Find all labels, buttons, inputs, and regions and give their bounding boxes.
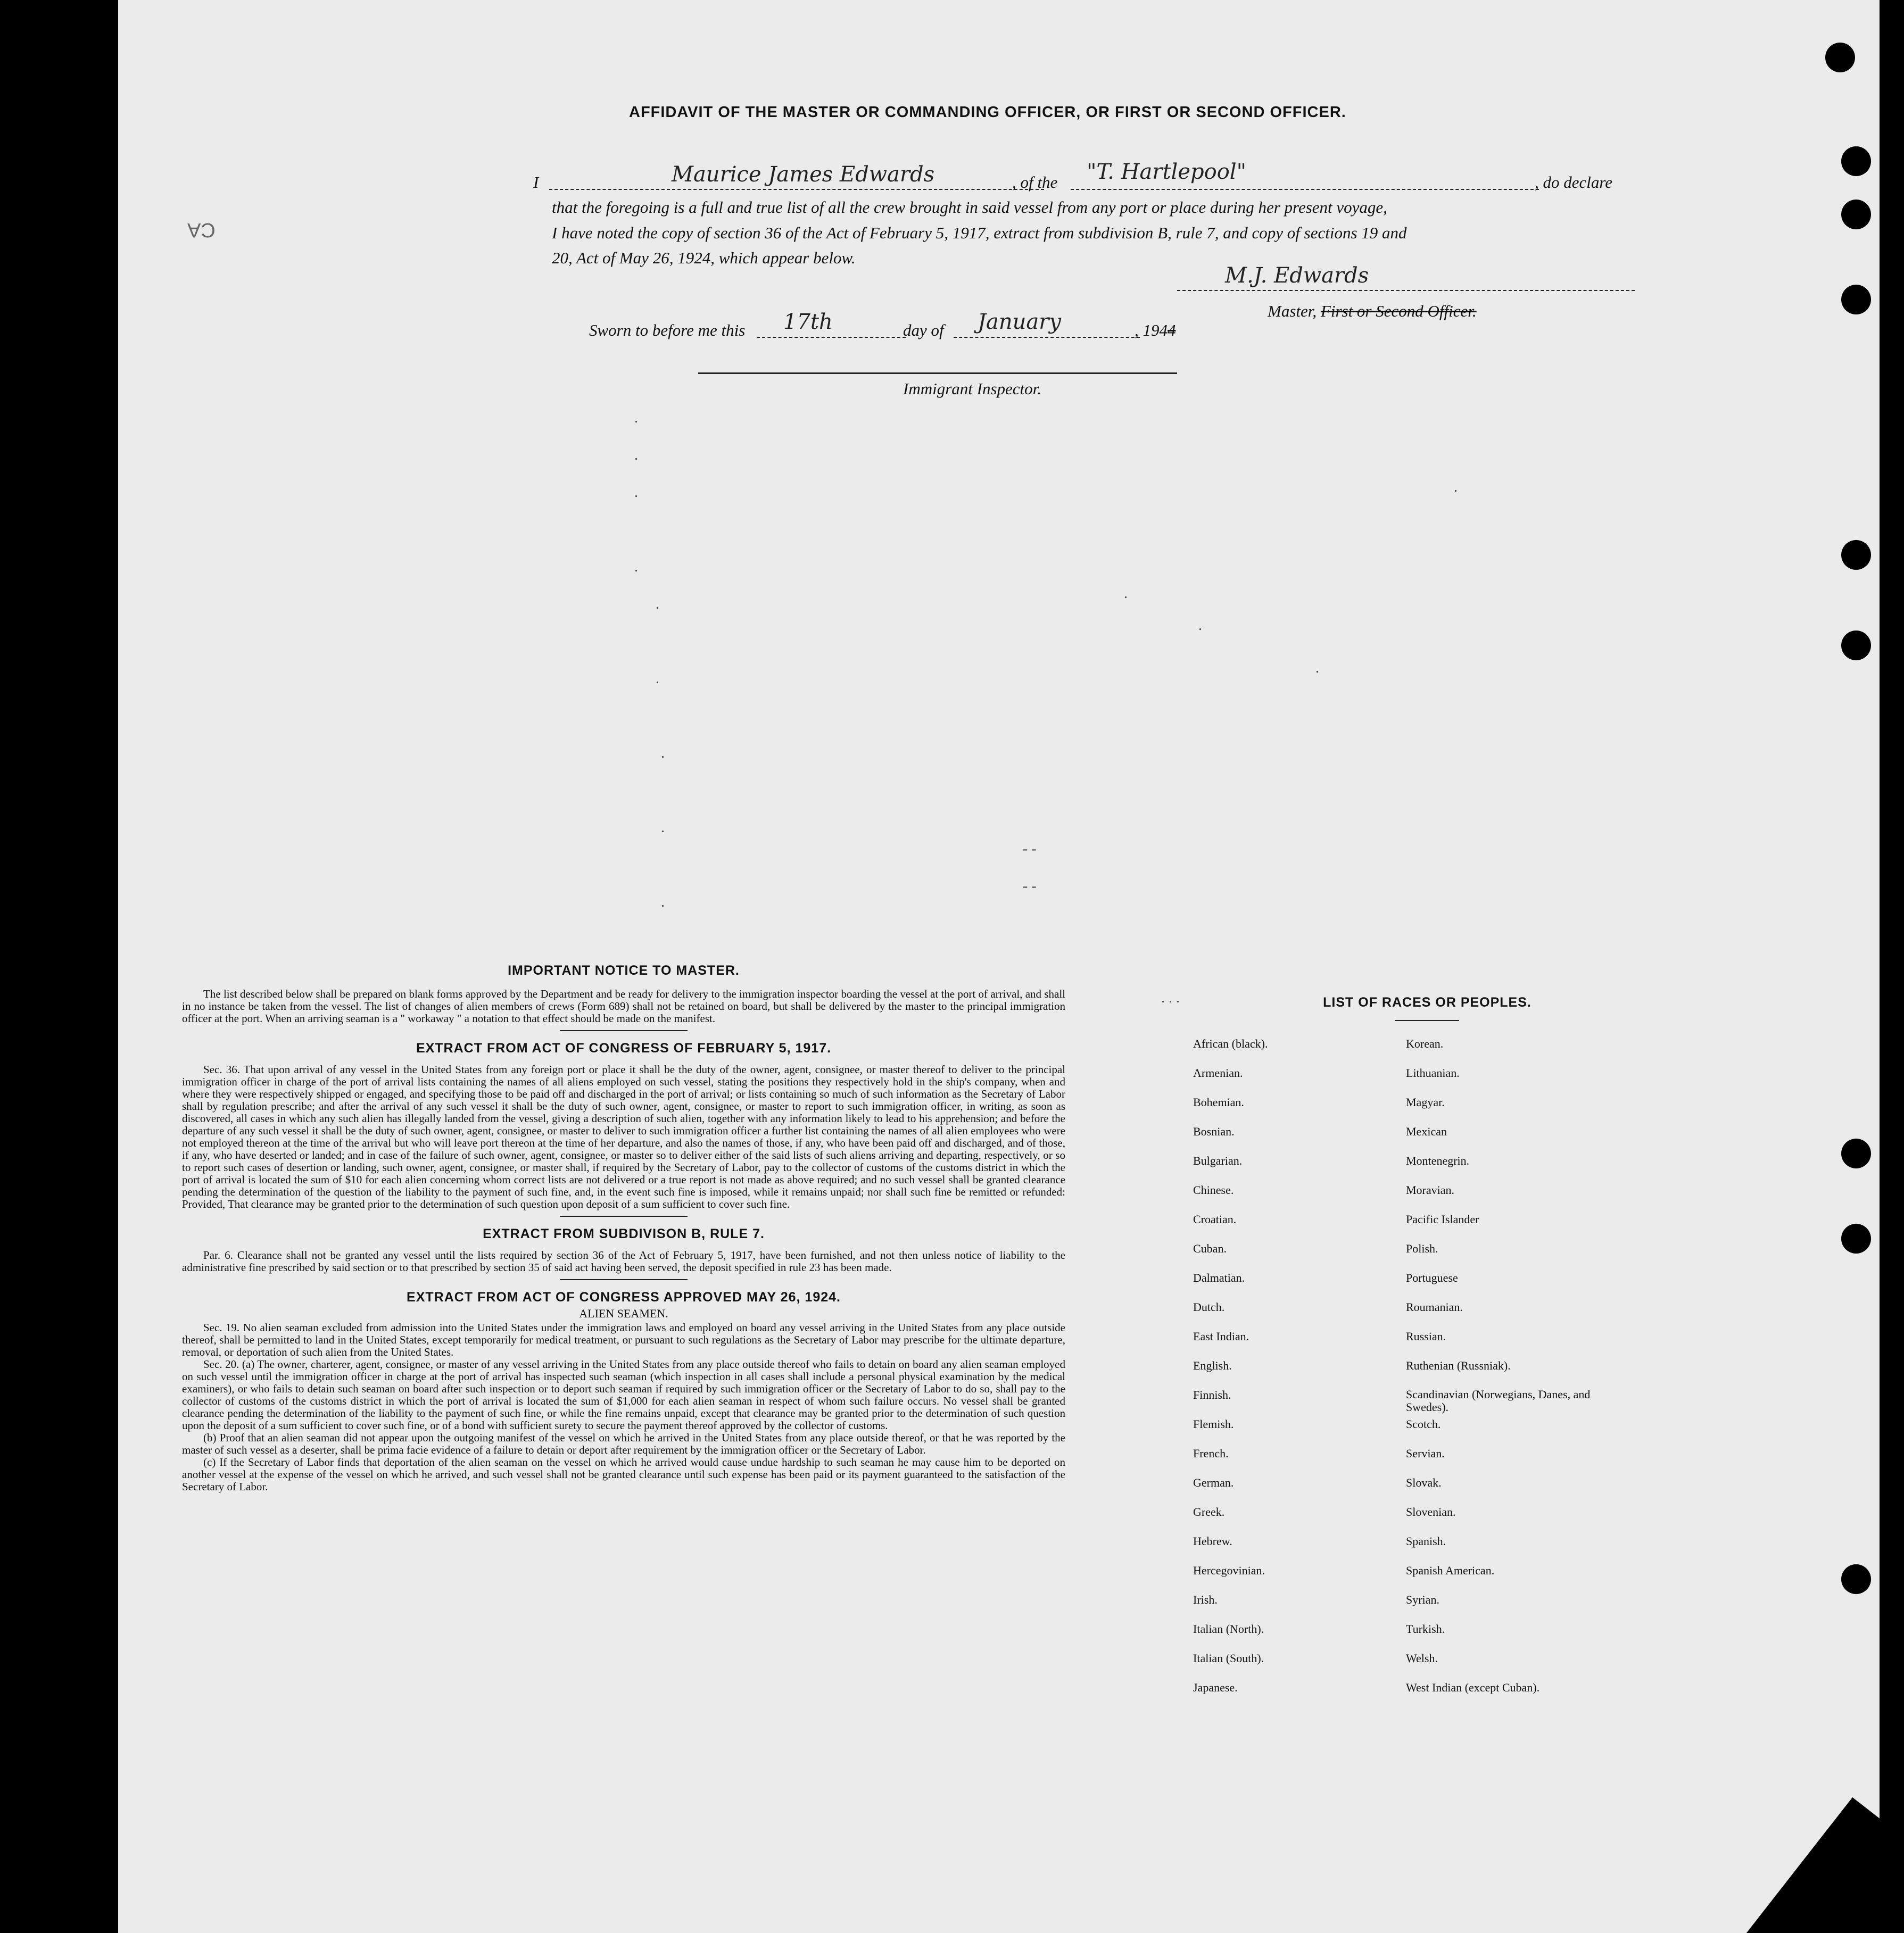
race-item: Scotch.	[1406, 1417, 1441, 1431]
race-item: German.	[1193, 1476, 1234, 1489]
act-1924-subheading: ALIEN SEAMEN.	[579, 1307, 668, 1320]
race-item: Bohemian.	[1193, 1096, 1244, 1109]
signer-role	[1268, 302, 1477, 321]
do-declare-label: , do declare	[1535, 173, 1613, 192]
notice-divider	[560, 1030, 688, 1031]
race-item: Finnish.	[1193, 1388, 1231, 1401]
important-notice	[182, 963, 1065, 1493]
inspector-rule	[698, 372, 1177, 374]
punch-hole	[1841, 285, 1871, 314]
i-label: I	[533, 173, 539, 192]
races-list	[1161, 995, 1693, 1710]
rule-7-heading: EXTRACT FROM SUBDIVISON B, RULE 7.	[483, 1226, 765, 1241]
race-item: Montenegrin.	[1406, 1154, 1470, 1167]
vessel-rule	[1071, 189, 1539, 190]
race-item: Dalmatian.	[1193, 1271, 1245, 1284]
race-item: Hebrew.	[1193, 1534, 1232, 1548]
inspector-label: Immigrant Inspector.	[903, 379, 1042, 398]
act-1917-text: Sec. 36. That upon arrival of any vessel in the United States from any foreign port or place it shall be the duty of the owner, agent, consignee, or master thereof to deliver to the principal immigration officer in charge of the port of arrival lists containing the names of all aliens employed on such vessel, stating the positions they respectively hold in the ship's company, when and where they were respectively shipped or engaged, and specifying those to be paid off and discharged in the port of arrival; or lists containing so much of such information as the Secretary of Labor shall by regulation prescribe; and after the arrival of any such vessel it shall be the duty of such owner, agent, consignee, or master to report to such immigration officer, in writing, as soon as discovered, all cases in which any such alien has illegally landed from the vessel, giving a description of such alien, together with any information likely to lead to his apprehension; and before the departure of any such vessel it shall be the duty of such owner, agent, consignee, or master to deliver to such immigration officer a further list containing the names of all alien employees who were not employed thereon at the time of the arrival but who will leave port thereon at the time of her departure, and also the names of those, if any, who have been paid off and discharged, and of those, if any, who have deserted or landed; and in case of the failure of such owner, agent, consignee, or master so to deliver either of the said lists of such aliens arriving and departing, respectively, or so to report such cases of desertion or landing, such owner, agent, consignee, or master shall, if required by the Secretary of Labor, pay to the collector of customs of the customs district in which the port of arrival is located the sum of $10 for each alien concerning whom correct lists are not delivered or a true report is not made as above required; and no such vessel shall be granted clearance pending the determination of the question of the liability to the payment of such fine, and, in the event such fine is imposed, while it remains unpaid; nor shall such fine be remitted or refunded: Provided, That clearance may be granted prior to the determination of such question upon deposit of a sum sufficient to cover such fine.	[182, 1063, 1065, 1210]
race-item: English.	[1193, 1359, 1232, 1372]
races-divider	[1395, 1020, 1459, 1021]
race-item: Hercegovinian.	[1193, 1564, 1265, 1577]
race-item: Polish.	[1406, 1242, 1438, 1255]
races-column-2	[1406, 1037, 1629, 1710]
race-item: Russian.	[1406, 1330, 1446, 1343]
race-item: Cuban.	[1193, 1242, 1227, 1255]
day-of-label: day of	[903, 321, 944, 339]
name-rule	[549, 189, 1044, 190]
race-item: Chinese.	[1193, 1183, 1234, 1197]
race-item: Scandinavian (Norwegians, Danes, and Swedes).	[1406, 1388, 1591, 1414]
race-item: Mexican	[1406, 1125, 1447, 1138]
race-item: Slovak.	[1406, 1476, 1442, 1489]
race-item: Bulgarian.	[1193, 1154, 1243, 1167]
signer-role-struck: First or Second Officer.	[1320, 302, 1477, 320]
vessel-name: "T. Hartlepool"	[1087, 160, 1246, 184]
torn-corner	[1744, 1797, 1880, 1933]
punch-hole	[1825, 43, 1855, 72]
form-sheet: AFFIDAVIT OF THE MASTER OR COMMANDING OFFICER, OR FIRST OR SECOND OFFICER. I Maurice James Edwards , of the "T. Hartlepool" , do declare that the foregoing is a full and true list of all the crew brought in said vessel from any port or place during her present voyage, I have noted the copy of section 36 of the Act of February 5, 1917, extract from subdivision B, rule 7, and copy of sections 19 and 20, Act of May 26, 1924, which appear below. M.J. Edwards Master, First or Second Officer. Sworn to before me this 17th day of January , 1944 Immigrant Inspector. CA . . . . . . . . . . . . . - - - - . . . IMPORTANT NOTICE TO MASTER. The list described below shall be prepared on blank forms approved by the Department and be ready for delivery to the immigration inspector boarding the vessel at the port of arrival, and shall in no instance be taken from the vessel. The list of changes of alien members of crews (Form 689) shall not be retained on board, but shall be delivered by the master to the principal immigration officer at the port. When an arriving seaman is a " workaway " a notation to that effect should be made on the manifest. EXTRACT FROM ACT OF CONGRESS OF FEBRUARY 5, 1917. Sec. 36. That upon arrival of any vessel in the United States from any foreign port or place it shall be the duty of the owner, agent, consignee, or master thereof to deliver to the principal immigration officer in charge of the port of arrival lists containing the names of all aliens employed on such vessel, stating the positions they respectively hold in the ship's company, when and where they were respectively shipped or engaged, and specifying those to be paid off and discharged in the port of arrival; or lists containing so much of such information as the Secretary of Labor shall by regulation prescribe; and after the arrival of any such vessel it shall be the duty of such owner, agent, consignee, or master to report to such immigration officer, in writing, as soon as discovered, all cases in which any such alien has illegally landed from the vessel, giving a description of such alien, together with any information likely to lead to his apprehension; and before the departure of any such vessel it shall be the duty of such owner, agent, consignee, or master to deliver to such immigration officer a further list containing the names of all alien employees who were not employed thereon at the time of the arrival but who will leave port thereon at the time of her departure, and also the names of those, if any, who have been paid off and discharged, and of those, if any, who have deserted or landed; and in case of the failure of such owner, agent, consignee, or master so to deliver either of the said lists of such aliens arriving and departing, respectively, or so to report such cases of desertion or landing, such owner, agent, consignee, or master shall, if required by the Secretary of Labor, pay to the collector of customs of the customs district in which the port of arrival is located the sum of $10 for each alien concerning whom correct lists are not delivered or a true report is not made as above required; and no such vessel shall be granted clearance pending the determination of the question of the liability to the payment of such fine, and, in the event such fine is imposed, while it remains unpaid; nor shall such fine be remitted or refunded: Provided, That clearance may be granted prior to the determination of such question upon deposit of a sum sufficient to cover such fine. EXTRACT FROM SUBDIVISON B, RULE 7. Par. 6. Clearance shall not be granted any vessel until the lists required by section 36 of the Act of February 5, 1917, have been furnished, and not then unless notice of liability to the administrative fine prescribed by said section or to that prescribed by section 35 of said act having been served, the deposit specified in rule 23 has been made. EXTRACT FROM ACT OF CONGRESS APPROVED MAY 26, 1924. ALIEN SEAMEN. Sec. 19. No alien seaman excluded from admission into the United States under the immigration laws and employed on board any vessel arriving in the United States from any place outside thereof, shall be permitted to land in the United States, except temporarily for medical treatment, or pursuant to such regulations as the Secretary of Labor may prescribe for the ultimate departure, removal, or deportation of such alien from the United States. Sec. 20. (a) The owner, charterer, agent, consignee, or master of any vessel arriving in the United States from any place outside thereof who fails to detain on board any alien seaman employed on such vessel until the immigration officer in charge at the port of arrival has inspected such seaman (which inspection in all cases shall include a personal physical examination by the medical examiners), or who fails to detain such seaman on board after such inspection or to deport such seaman if required by such immigration officer or the Secretary of Labor to do so, shall pay to the collector of customs of the customs district in which the port of arrival is located the sum of $1,000 for each alien seaman in respect of whom such failure occurs. No vessel shall be granted clearance pending the determination of the liability to the payment of such fine, or while the fine remains unpaid, except that clearance may be granted prior to the determination of such question upon the deposit of a sum sufficient to cover such fine, or of a bond with sufficient surety to secure the payment thereof approved by the collector of customs. (b) Proof that an alien seaman did not appear upon the outgoing manifest of the vessel on which he arrived in the United States from any place outside thereof, or that he was reported by the master of such vessel as a deserter, shall be prima facie evidence of a failure to detain or deport after requirement by the immigration officer or the Secretary of Labor. (c) If the Secretary of Labor finds that deportation of the alien seaman on the vessel on which he arrived would cause undue hardship to such seaman he may cause him to be deported on another vessel at the expense of the vessel on which he arrived, and such vessel shall not be granted clearance until such expense has been paid or its payment guaranteed to the satisfaction of the Secretary of Labor. LIST OF RACES OR PEOPLES. African (black). Armenian. Bohemian. Bosnian. Bulgarian. Chinese. Croatian. Cuban. Dalmatian. Dutch. East Indian. English. Finnish. Flemish. French. German. Greek. Hebrew. Hercegovinian. Irish. Italian (North). Italian (South). Japanese. Korean. Lithuanian. Magyar. Mexican Montenegrin. Moravian. Pacific Islander Polish. Portuguese Roumanian. Russian. Ruthenian (Russniak). Scandinavian (Norwegians, Danes, and Swedes). Scotch. Servian. Slovak. Slovenian. Spanish. Spanish American. Syrian. Turkish. Welsh. West Indian (except Cuban).	[118, 0, 1880, 1933]
race-item: Japanese.	[1193, 1681, 1238, 1694]
sworn-day: 17th	[783, 310, 833, 334]
sworn-year-suffix: 4	[1168, 321, 1176, 339]
section-19-text: Sec. 19. No alien seaman excluded from admission into the United States under the immigration laws and employed on board any vessel arriving in the United States from any place outside thereof, shall be permitted to land in the United States, except temporarily for medical treatment, or pursuant to such regulations as the Secretary of Labor may prescribe for the ultimate departure, removal, or deportation of such alien from the United States.	[182, 1321, 1065, 1358]
affidavit-body-line1: that the foregoing is a full and true list of all the crew brought in said vessel from any port or place during her present voyage,	[552, 198, 1387, 217]
race-item: Servian.	[1406, 1447, 1445, 1460]
race-item: French.	[1193, 1447, 1229, 1460]
race-item: Italian (North).	[1193, 1622, 1264, 1636]
sworn-year-prefix: , 194	[1135, 321, 1168, 339]
section-20a-text: Sec. 20. (a) The owner, charterer, agent, consignee, or master of any vessel arriving in the United States from any place outside thereof who fails to detain on board any alien seaman employed on such vessel until the immigration officer in charge at the port of arrival has inspected such seaman (which inspection in all cases shall include a personal physical examination by the medical examiners), or who fails to detain such seaman on board after such inspection or to deport such seaman if required by such immigration officer or the Secretary of Labor to do so, shall pay to the collector of customs of the customs district in which the port of arrival is located the sum of $1,000 for each alien seaman in respect of whom such failure occurs. No vessel shall be granted clearance pending the determination of the liability to the payment of such fine, or while the fine remains unpaid, except that clearance may be granted prior to the determination of such question upon the deposit of a sum sufficient to cover such fine, or of a bond with sufficient surety to secure the payment thereof approved by the collector of customs.	[182, 1358, 1065, 1432]
race-item: Ruthenian (Russniak).	[1406, 1359, 1511, 1372]
race-item: Dutch.	[1193, 1300, 1225, 1314]
affidavit-body-line2: I have noted the copy of section 36 of the Act of February 5, 1917, extract from subdivision B, rule 7, and copy of sections 19 and	[552, 223, 1407, 242]
race-item: Turkish.	[1406, 1622, 1445, 1636]
race-item: Portuguese	[1406, 1271, 1458, 1284]
affidavit-title: AFFIDAVIT OF THE MASTER OR COMMANDING OFFICER, OR FIRST OR SECOND OFFICER.	[629, 104, 1346, 121]
sworn-year	[1135, 321, 1176, 340]
act-1917-heading: EXTRACT FROM ACT OF CONGRESS OF FEBRUARY 5, 1917.	[416, 1041, 832, 1056]
sworn-label: Sworn to before me this	[589, 321, 746, 339]
margin-mark: CA	[187, 219, 216, 241]
notice-heading: IMPORTANT NOTICE TO MASTER.	[508, 963, 740, 978]
rule-7-divider	[560, 1279, 688, 1280]
punch-hole	[1841, 540, 1871, 570]
races-title: LIST OF RACES OR PEOPLES.	[1323, 995, 1532, 1010]
race-item: Syrian.	[1406, 1593, 1439, 1606]
punch-hole	[1841, 1564, 1871, 1594]
punch-hole	[1841, 146, 1871, 176]
race-item: Korean.	[1406, 1037, 1444, 1050]
sworn-day-rule	[757, 337, 906, 338]
race-item: Croatian.	[1193, 1213, 1237, 1226]
race-item: Bosnian.	[1193, 1125, 1235, 1138]
race-item: Magyar.	[1406, 1096, 1445, 1109]
affidavit-body-line3: 20, Act of May 26, 1924, which appear below.	[552, 248, 856, 267]
of-the-label: , of the	[1012, 173, 1058, 192]
race-item: Lithuanian.	[1406, 1066, 1460, 1080]
notice-text: The list described below shall be prepared on blank forms approved by the Department and be ready for delivery to the immigration inspector boarding the vessel at the port of arrival, and shall in no instance be taken from the vessel. The list of changes of alien members of crews (Form 689) shall not be retained on board, but shall be delivered by the master to the principal immigration officer at the port. When an arriving seaman is a " workaway " a notation to that effect should be made on the manifest.	[182, 988, 1065, 1025]
section-20c-text: (c) If the Secretary of Labor finds that deportation of the alien seaman on the vessel on which he arrived would cause undue hardship to such seaman he may cause him to be deported on another vessel at the expense of the vessel on which he arrived, and such vessel shall not be granted clearance until such expense has been paid or its payment guaranteed to the satisfaction of the Secretary of Labor.	[182, 1456, 1065, 1493]
race-item: Irish.	[1193, 1593, 1218, 1606]
punch-hole	[1841, 200, 1871, 229]
race-item: East Indian.	[1193, 1330, 1249, 1343]
race-item: Moravian.	[1406, 1183, 1455, 1197]
sworn-month-rule	[954, 337, 1140, 338]
race-item: West Indian (except Cuban).	[1406, 1681, 1540, 1694]
race-item: Pacific Islander	[1406, 1213, 1479, 1226]
master-name: Maurice James Edwards	[672, 162, 935, 187]
race-item: Spanish American.	[1406, 1564, 1495, 1577]
act-1917-divider	[560, 1216, 688, 1217]
punch-hole	[1841, 630, 1871, 660]
race-item: African (black).	[1193, 1037, 1268, 1050]
races-column-1	[1193, 1037, 1395, 1710]
sworn-month: January	[978, 310, 1061, 334]
act-1924-heading: EXTRACT FROM ACT OF CONGRESS APPROVED MAY 26, 1924.	[407, 1290, 841, 1305]
race-item: Armenian.	[1193, 1066, 1243, 1080]
punch-hole	[1841, 1139, 1871, 1168]
race-item: Greek.	[1193, 1505, 1225, 1519]
section-20b-text: (b) Proof that an alien seaman did not appear upon the outgoing manifest of the vessel on which he arrived in the United States from any place outside thereof, or that he was reported by the master of such vessel as a deserter, shall be prima facie evidence of a failure to detain or deport after requirement by the immigration officer or the Secretary of Labor.	[182, 1431, 1065, 1456]
race-item: Spanish.	[1406, 1534, 1446, 1548]
rule-7-text: Par. 6. Clearance shall not be granted any vessel until the lists required by section 36 of the Act of February 5, 1917, have been furnished, and not then unless notice of liability to the administrative fine prescribed by said section or to that prescribed by section 35 of said act having been served, the deposit specified in rule 23 has been made.	[182, 1249, 1065, 1274]
master-signature: M.J. Edwards	[1225, 263, 1369, 288]
race-item: Roumanian.	[1406, 1300, 1463, 1314]
punch-hole	[1841, 1224, 1871, 1254]
race-item: Italian (South).	[1193, 1652, 1264, 1665]
races-grid	[1161, 1037, 1693, 1710]
race-item: Slovenian.	[1406, 1505, 1456, 1519]
signature-rule	[1177, 290, 1635, 291]
race-item: Welsh.	[1406, 1652, 1438, 1665]
signer-role-master: Master,	[1268, 302, 1317, 320]
race-item: Flemish.	[1193, 1417, 1234, 1431]
